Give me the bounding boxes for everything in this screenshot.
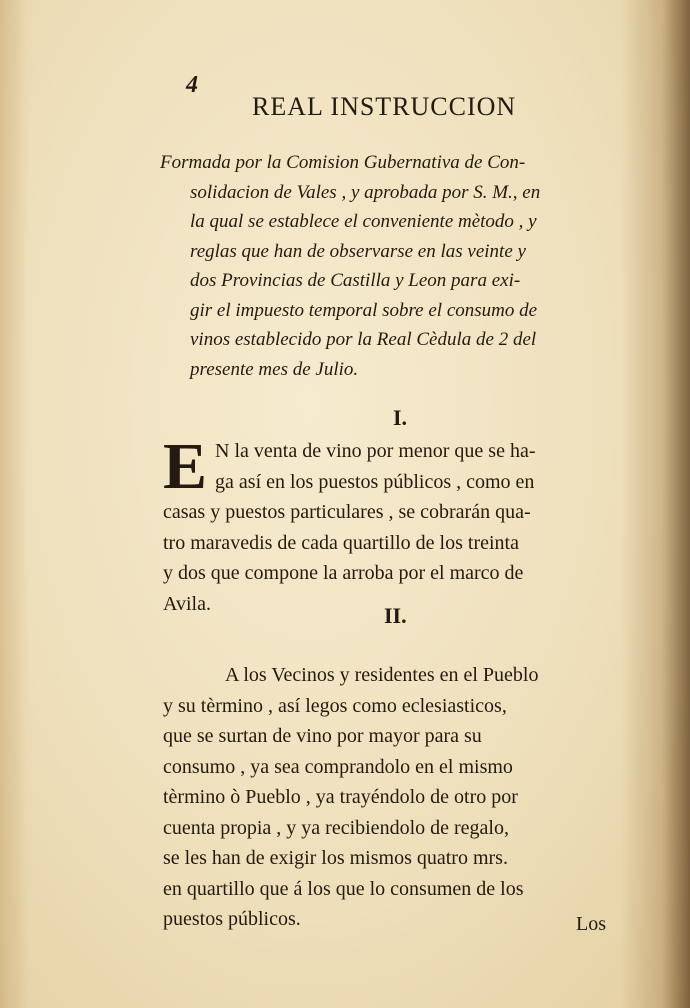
paragraph-line: Avila.: [163, 592, 211, 615]
paragraph-line: ga así en los puestos públicos , como en: [215, 470, 535, 493]
paragraph-line: y su tèrmino , así legos como eclesiasticos,: [163, 694, 507, 717]
intro-line: vinos establecido por la Real Cèdula de 2 del: [190, 329, 537, 350]
section-heading-1: I.: [393, 405, 408, 430]
section-2-paragraph: [163, 660, 648, 935]
intro-line: Formada por la Comision Gubernativa de Con-: [160, 152, 526, 173]
paragraph-line: N la venta de vino por menor que se ha-: [215, 440, 536, 462]
paragraph-line: A los Vecinos y residentes en el Pueblo: [225, 664, 539, 686]
paragraph-line: casas y puestos particulares , se cobrarán qua-: [163, 501, 531, 523]
page-edge-shadow-left: [0, 0, 30, 1008]
intro-line: reglas que han de observarse en las veinte y: [190, 240, 526, 262]
catchword: Los: [576, 913, 606, 935]
paragraph-line: tro maravedis de cada quartillo de los treinta: [163, 531, 519, 554]
intro-line: solidacion de Vales , y aprobada por S. M., en: [190, 181, 541, 203]
intro-paragraph: [160, 148, 650, 384]
section-heading-2: II.: [384, 603, 407, 628]
paragraph-line: cuenta propia , y ya recibiendolo de regalo,: [163, 816, 509, 839]
document-title: REAL INSTRUCCION: [252, 92, 517, 121]
intro-line: gir el impuesto temporal sobre el consumo de: [190, 299, 538, 321]
section-1-paragraph: [163, 430, 648, 619]
drop-cap: E: [163, 430, 208, 503]
page-number: 4: [186, 72, 198, 98]
paragraph-line: y dos que compone la arroba por el marco de: [163, 562, 524, 584]
paragraph-line: en quartillo que á los que lo consumen de los: [163, 877, 524, 900]
paragraph-line: puestos públicos.: [163, 908, 301, 930]
intro-line: presente mes de Julio.: [190, 358, 359, 380]
intro-line: la qual se establece el conveniente mètodo , y: [190, 211, 537, 232]
paragraph-line: que se surtan de vino por mayor para su: [163, 725, 482, 747]
paragraph-line: tèrmino ò Pueblo , ya trayéndolo de otro por: [163, 786, 518, 808]
intro-line: dos Provincias de Castilla y Leon para exi-: [190, 270, 521, 291]
paragraph-line: consumo , ya sea comprandolo en el mismo: [163, 755, 513, 778]
paragraph-line: se les han de exigir los mismos quatro mrs.: [163, 847, 508, 869]
